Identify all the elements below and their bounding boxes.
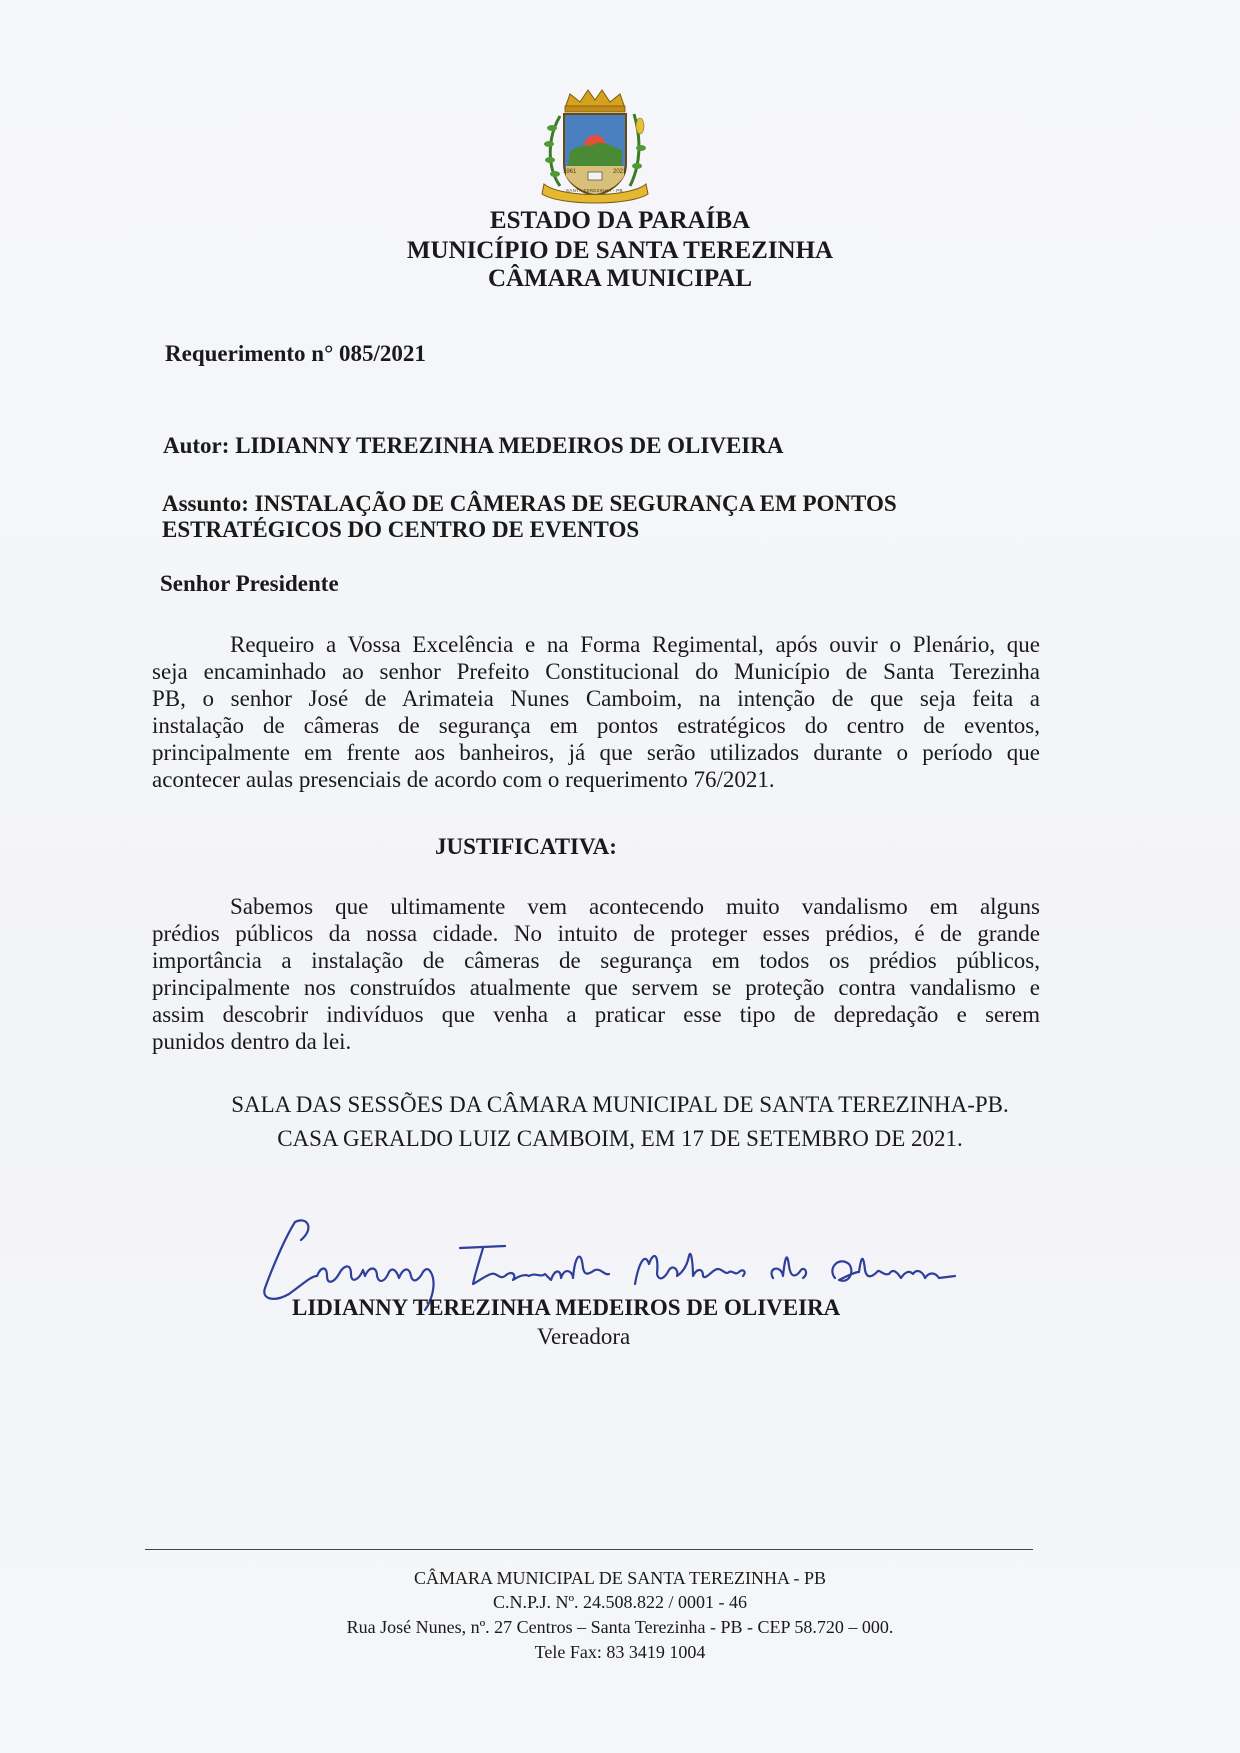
author-label: Autor: bbox=[163, 433, 230, 458]
signer-name: LIDIANNY TEREZINHA MEDEIROS DE OLIVEIRA bbox=[292, 1295, 841, 1320]
footer-address: Rua José Nunes, nº. 27 Centros – Santa Terezinha - PB - CEP 58.720 – 000. bbox=[346, 1617, 894, 1637]
footer-cnpj: C.N.P.J. Nº. 24.508.822 / 0001 - 46 bbox=[492, 1592, 748, 1612]
author-name: LIDIANNY TEREZINHA MEDEIROS DE OLIVEIRA bbox=[235, 433, 784, 458]
header-state: ESTADO DA PARAÍBA bbox=[489, 207, 751, 234]
crest-town-name: SANTA TEREZINHA - PB bbox=[566, 188, 623, 193]
request-line: principalmente em frente aos banheiros, já que serão utilizados durante o período que bbox=[152, 740, 1040, 765]
subject-text-2: ESTRATÉGICOS DO CENTRO DE EVENTOS bbox=[162, 517, 640, 542]
header-municipality: MUNICÍPIO DE SANTA TEREZINHA bbox=[406, 237, 834, 264]
justification-line: prédios públicos da nossa cidade. No intuito de proteger esses prédios, é de grande bbox=[152, 921, 1040, 946]
subject-label: Assunto: bbox=[162, 491, 249, 516]
footer-chamber: CÂMARA MUNICIPAL DE SANTA TEREZINHA - PB bbox=[414, 1568, 826, 1588]
request-number: Requerimento n° 085/2021 bbox=[165, 341, 426, 366]
footer-divider bbox=[145, 1549, 1033, 1550]
justification-line: principalmente nos construídos atualmente que servem se proteção contra vandalismo e bbox=[152, 975, 1040, 1000]
justification-line: Sabemos que ultimamente vem acontecendo muito vandalismo em alguns bbox=[230, 894, 1040, 919]
justification-line: assim descobrir indivíduos que venha a praticar esse tipo de depredação e serem bbox=[152, 1002, 1040, 1027]
justification-line: importância a instalação de câmeras de segurança em todos os prédios públicos, bbox=[152, 948, 1040, 973]
justification-line: punidos dentro da lei. bbox=[152, 1029, 352, 1054]
header-chamber: CÂMARA MUNICIPAL bbox=[487, 265, 753, 292]
author-line bbox=[163, 432, 783, 460]
salutation: Senhor Presidente bbox=[160, 571, 339, 596]
subject-text-1: INSTALAÇÃO DE CÂMERAS DE SEGURANÇA EM PONTOS bbox=[254, 491, 897, 516]
closing-line-2: CASA GERALDO LUIZ CAMBOIM, EM 17 DE SETEMBRO DE 2021. bbox=[277, 1126, 963, 1151]
request-line: instalação de câmeras de segurança em pontos estratégicos do centro de eventos, bbox=[152, 713, 1040, 738]
crest-text bbox=[530, 86, 660, 212]
request-line: seja encaminhado ao senhor Prefeito Constitucional do Município de Santa Terezinha bbox=[152, 659, 1040, 684]
request-line: PB, o senhor José de Arimateia Nunes Camboim, na intenção de que seja feita a bbox=[152, 686, 1040, 711]
crest-year-left: 1961 bbox=[563, 169, 577, 175]
closing-line-1: SALA DAS SESSÕES DA CÂMARA MUNICIPAL DE SANTA TEREZINHA-PB. bbox=[231, 1092, 1009, 1117]
request-paragraph bbox=[152, 631, 1040, 793]
request-line: acontecer aulas presenciais de acordo com o requerimento 76/2021. bbox=[152, 767, 775, 792]
request-line: Requeiro a Vossa Excelência e na Forma Regimental, após ouvir o Plenário, que bbox=[230, 632, 1040, 657]
crest-year-right: 2021 bbox=[613, 169, 627, 175]
justification-title: JUSTIFICATIVA: bbox=[435, 834, 617, 859]
subject-line-1 bbox=[162, 490, 897, 518]
justification-paragraph bbox=[152, 893, 1040, 1055]
footer-phone: Tele Fax: 83 3419 1004 bbox=[534, 1642, 706, 1662]
signer-role: Vereadora bbox=[537, 1324, 631, 1349]
